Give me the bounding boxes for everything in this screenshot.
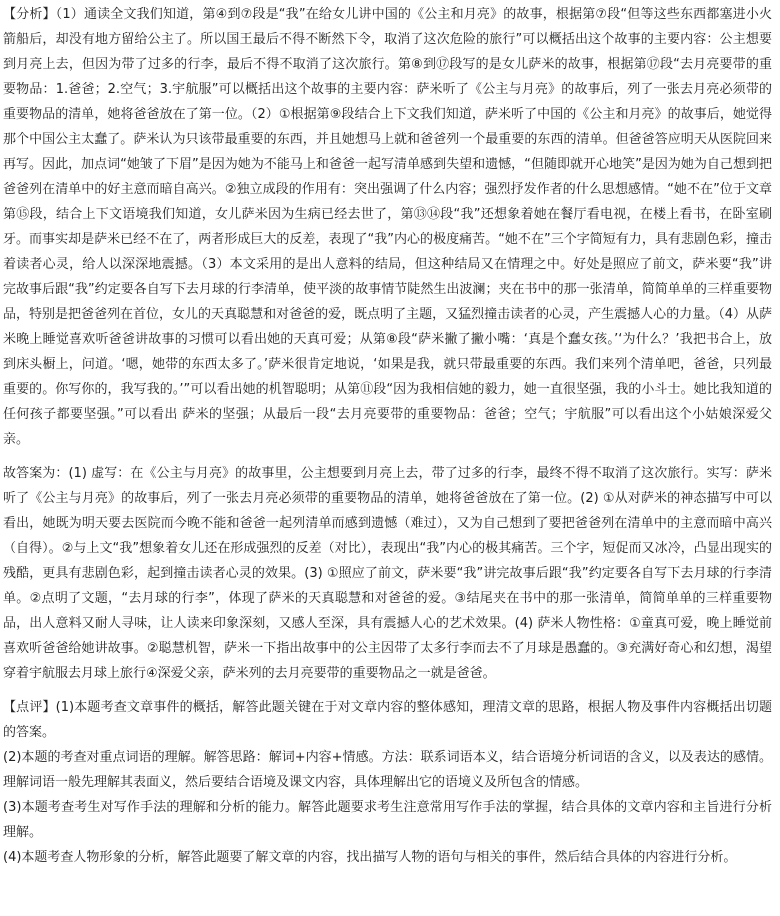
analysis-paragraph: 【分析】（1）通读全文我们知道，第④到⑦段是“我”在给女儿讲中国的《公主和月亮》的故事，根据第⑦段“但等这些东西都塞进小火箭船后，却没有地方留给公主了。所以国王最后不得不断然下令，取消了这次危险的旅行”可以概括出这个故事的主要内容：公主想要到月亮上去，但因为带了过多的行李，最后不得不取消了这次旅行。第⑧到⑰段写的是女儿萨米的故事，根据第⑰段“去月亮要带的重要物品：1.爸爸；2.空气；3.宇航服”可以概括出这个故事的主要内容：萨米听了《公主与月亮》的故事后，列了一张去月亮必须带的重要物品的清单，她将爸爸放在了第一位。（2）①根据第⑨段结合上下文我们知道，萨米听了中国的《公主和月亮》的故事后，她觉得那个中国公主太蠢了。萨米认为只该带最重要的东西，并且她想马上就和爸爸列一个最重要的东西的清单。但爸爸答应明天从医院回来再写。因此，加点词“她皱了下眉”是因为她为不能马上和爸爸一起写清单感到失望和遗憾，“但随即就开心地笑”是因为她为自己想到把爸爸列在清单中的好主意而暗自高兴。②独立成段的作用有：突出强调了什么内容；强烈抒发作者的什么思想感情。“她不在”位于文章第⑮段，结合上下文语境我们知道，女儿萨米因为生病已经去世了，第⑬⑭段“我”还想象着她在餐厅看电视，在楼上看书，在卧室刷牙。而事实却是萨米已经不在了，两者形成巨大的反差，表现了“我”内心的极度痛苦。“她不在”三个字简短有力，具有悲剧色彩，撞击着读者心灵，给人以深深地震撼。（3）本文采用的是出人意料的结局，但这种结局又在情理之中。好处是照应了前文，萨米要“我”讲完故事后跟“我”约定要各自写下去月球的行李清单，使平淡的故事情节陡然生出波澜；夹在书中的那一张清单，简简单单的三样重要物品，特别是把爸爸列在首位，女儿的天真聪慧和对爸爸的爱，既点明了主题，又猛烈撞击读者的心灵，产生震撼人心的力量。（4）从萨米晚上睡觉喜欢听爸爸讲故事的习惯可以看出她的天真可爱；从第⑧段“萨米撇了撇小嘴：‘真是个蠢女孩。’‘为什么？’我把书合上，放到床头橱上，问道。‘嗯，她带的东西太多了。’萨米很肯定地说，‘如果是我，就只带最重要的东西。我们来列个清单吧，爸爸，只列最重要的。你写你的，我写我的。’”可以看出她的机智聪明；从第⑪段“因为我相信她的毅力，她一直很坚强，我的小斗士。她比我知道的任何孩子都要坚强。”可以看出 萨米的坚强；从最后一段“去月亮要带的重要物品：爸爸；空气；宇航服”可以看出这个小姑娘深爱父亲。 — [3, 7, 772, 447]
review-item: (4)本题考查人物形象的分析，解答此题要了解文章的内容，找出描写人物的语句与相关的事件，然后结合具体的内容进行分析。 — [3, 850, 737, 865]
review-intro: 【点评】(1)本题考查文章事件的概括，解答此题关键在于对文章内容的整体感知，理清文章的思路，根据人物及事件内容概括出切题的答案。 — [3, 700, 772, 740]
review-item: (2)本题的考查对重点词语的理解。解答思路：解词+内容+情感。方法：联系词语本义，结合语境分析词语的含义，以及表达的感情。理解词语一般先理解其表面义，然后要结合语境及课文内容，具体理解出它的语境义及所包含的情感。 — [3, 750, 772, 790]
review-section — [3, 695, 772, 870]
answer-paragraph: 故答案为：(1) 虚写：在《公主与月亮》的故事里，公主想要到月亮上去，带了过多的行李，最终不得不取消了这次旅行。实写：萨米听了《公主与月亮》的故事后，列了一张去月亮必须带的重要物品的清单，她将爸爸放在了第一位。(2) ①从对萨米的神态描写中可以看出，她既为明天要去医院而今晚不能和爸爸一起列清单而感到遗憾（难过），又为自己想到了要把爸爸列在清单中的主意而暗中高兴（自得）。②与上文“我”想象着女儿还在形成强烈的反差（对比），表现出“我”内心的极其痛苦。三个字，短促而又冰冷，凸显出现实的残酷，更具有悲剧色彩，起到撞击读者心灵的效果。(3) ①照应了前文，萨米要“我”讲完故事后跟“我”约定要各自写下去月球的行李清单。②点明了文题，“去月球的行李”，体现了萨米的天真聪慧和对爸爸的爱。③结尾夹在书中的那一张清单，简简单单的三样重要物品，出人意料又耐人寻味，让人读来印象深刻，又感人至深，具有震撼人心的艺术效果。(4) 萨米人物性格：①童真可爱，晚上睡觉前喜欢听爸爸给她讲故事。②聪慧机智，萨米一下指出故事中的公主因带了太多行李而去不了月球是愚蠢的。③充满好奇心和幻想，渴望穿着宇航服去月球上旅行④深爱父亲，萨米列的去月亮要带的重要物品之一就是爸爸。 — [3, 466, 772, 681]
review-item: (3)本题考查考生对写作手法的理解和分析的能力。解答此题要求考生注意常用写作手法的掌握，结合具体的文章内容和主旨进行分析理解。 — [3, 800, 772, 840]
